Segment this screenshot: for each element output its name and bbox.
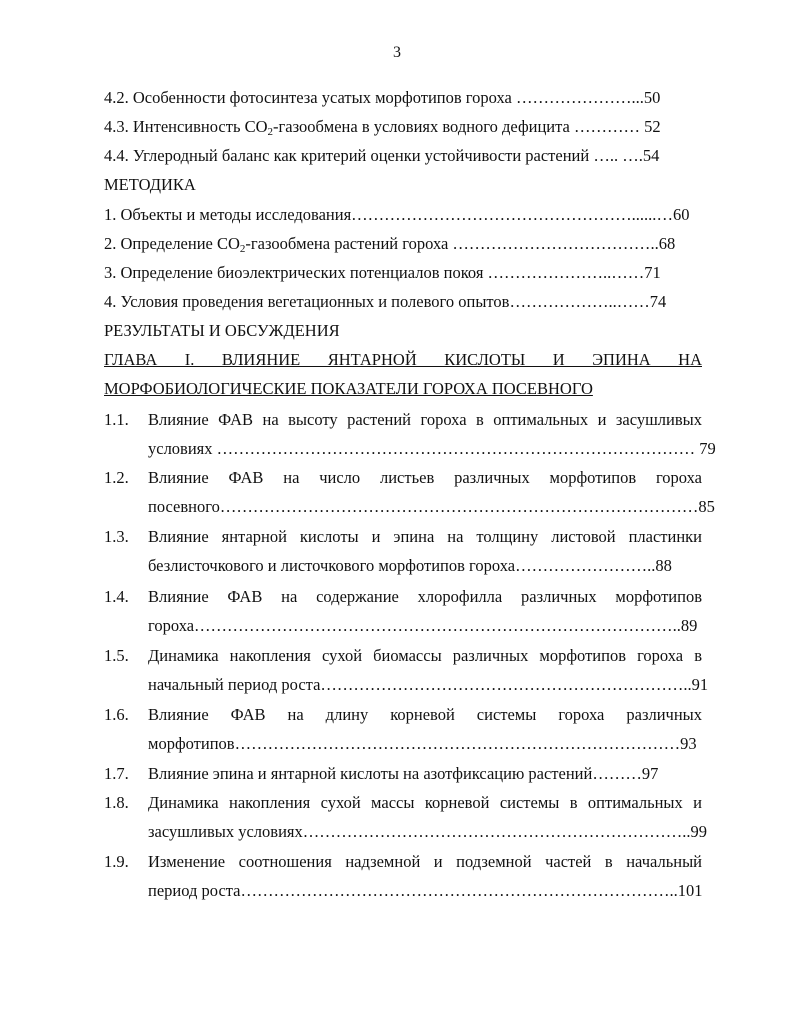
item-line-2: засушливых условиях……………………………………………………………..99 [148,822,707,841]
item-number: 1.3. [104,527,129,546]
toc-line-4-3: 4.3. Интенсивность $CO_2$-газообмена в условиях водного дефицита ………… 52 [104,117,661,138]
page-number: 3 [393,44,401,61]
item-number: 1.6. [104,705,129,724]
item-number: 1.9. [104,852,129,871]
item-line-1: Влияние ФАВ на длину корневой системы гороха различных [148,705,702,724]
item-line-1: Влияние ФАВ на содержание хлорофилла различных морфотипов [148,587,702,606]
item-line-1: Влияние янтарной кислоты и эпина на толщину листовой пластинки [148,527,702,546]
chapter-title-line-1: ГЛАВА I. ВЛИЯНИЕ ЯНТАРНОЙ КИСЛОТЫ И ЭПИНА НА [104,350,702,369]
methods-item-3: 3. Определение биоэлектрических потенциалов покоя …………………..……71 [104,263,661,282]
item-line-2: гороха……………………………………………………………………………..89 [148,616,698,635]
item-line-2: начальный период роста…………………………………………………………..91 [148,675,709,694]
toc-line-4-4: 4.4. Углеродный баланс как критерий оценки устойчивости растений ….. ….54 [104,146,660,165]
toc-line-4-2: 4.2. Особенности фотосинтеза усатых морфотипов гороха …………………...50 [104,88,661,107]
methods-item-2: 2. Определение $CO_2$-газообмена растений гороха ………………………………..68 [104,234,676,255]
item-line-2: условиях …………………………………………………………………………… 79 [148,439,716,458]
item-line-2: безлисточкового и листочкового морфотипов гороха……………………..88 [148,556,672,575]
methods-item-1: 1. Объекты и методы исследования……………………………………………......…60 [104,205,690,224]
item-number: 1.1. [104,410,129,429]
item-line-1: Влияние эпина и янтарной кислоты на азотфиксацию растений………97 [148,764,659,783]
item-line-1: Динамика накопления сухой массы корневой системы в оптимальных и [148,793,702,812]
item-number: 1.7. [104,764,129,783]
item-number: 1.5. [104,646,129,665]
item-number: 1.2. [104,468,129,487]
item-line-2: посевного……………………………………………………………………………85 [148,497,715,516]
item-line-1: Влияние ФАВ на высоту растений гороха в оптимальных и засушливых [148,410,702,429]
item-line-2: морфотипов………………………………………………………………………93 [148,734,697,753]
chapter-title-line-2: МОРФОБИОЛОГИЧЕСКИЕ ПОКАЗАТЕЛИ ГОРОХА ПОСЕВНОГО [104,379,593,398]
item-line-1: Влияние ФАВ на число листьев различных морфотипов гороха [148,468,702,487]
item-line-1: Динамика накопления сухой биомассы различных морфотипов гороха в [148,646,702,665]
item-line-1: Изменение соотношения надземной и подземной частей в начальный [148,852,702,871]
results-heading: РЕЗУЛЬТАТЫ И ОБСУЖДЕНИЯ [104,321,340,340]
methods-item-4: 4. Условия проведения вегетационных и полевого опытов………………..……74 [104,292,667,311]
item-line-2: период роста……………………………………………………………………..101 [148,881,703,900]
item-number: 1.4. [104,587,129,606]
item-number: 1.8. [104,793,129,812]
methods-heading: МЕТОДИКА [104,175,196,194]
